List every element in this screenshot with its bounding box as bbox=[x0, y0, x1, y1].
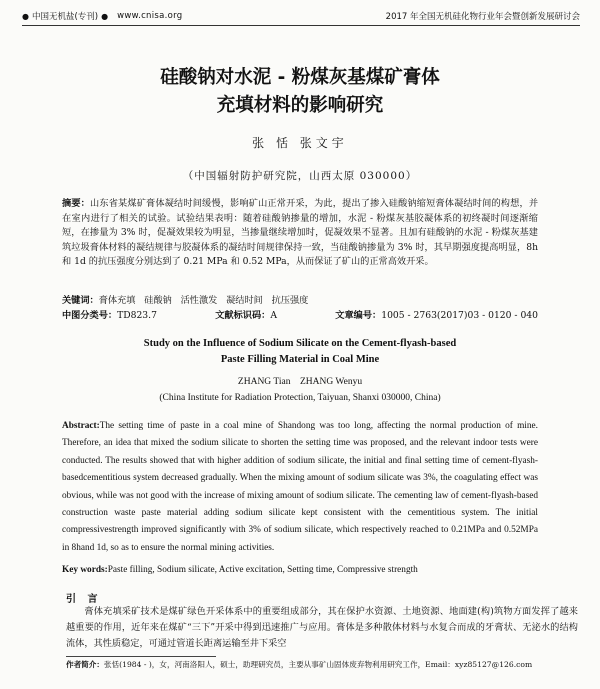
footnote-rule bbox=[66, 656, 216, 657]
conference-name: 2017 年全国无机硅化物行业年会暨创新发展研讨会 bbox=[385, 12, 580, 22]
keywords-cn-items: 膏体充填 硅酸钠 活性激发 凝结时间 抗压强度 bbox=[98, 295, 309, 306]
journal-website[interactable]: www.cnisa.org bbox=[117, 11, 183, 21]
english-title-line-1: Study on the Influence of Sodium Silicate on the Cement-flyash-based bbox=[143, 338, 457, 349]
bullet-icon: ● bbox=[101, 11, 109, 21]
article-number: 文章编号：1005 - 2763(2017)03 - 0120 - 040 bbox=[335, 310, 538, 321]
authors: 张 恬 张文宇 bbox=[252, 136, 348, 150]
title-line-1: 硅酸钠对水泥 - 粉煤灰基煤矿膏体 bbox=[160, 67, 440, 88]
author-footnote bbox=[66, 659, 578, 670]
keywords-cn-label: 关键词： bbox=[62, 295, 99, 306]
abstract-cn-text: 山东省某煤矿膏体凝结时间缓慢，影响矿山正常开采，为此，提出了掺入硅酸钠缩短膏体凝结时间的构想，并在室内进行了相关的试验。试验结果表明：随着硅酸钠掺量的增加，水泥 - 粉煤灰基胶凝体系的初终凝时间逐渐缩短，在掺量为 3% 时，促凝效果较为明显，当掺量继续增加时，促凝效果不显著。且加有硅酸钠的水泥 - 粉煤灰基建筑垃圾膏体材料的凝结规律与胶凝体系的凝结时间规律保持一致，当硅酸钠掺量为 3% 时，其早期强度提高明显，8h 和 1d 的抗压强度分别达到了 0.21 MPa 和 0.52 MPa，从而保证了矿山的正常高效开采。 bbox=[62, 198, 539, 268]
header-rule bbox=[22, 25, 580, 26]
clc-number: 中图分类号：TD823.7 bbox=[62, 310, 157, 321]
intro-paragraph: 膏体充填采矿技术是煤矿绿色开采体系中的重要组成部分，其在保护水资源、土地资源、地面建(构)筑物方面发挥了越来越重要的作用，近年来在煤矿“三下”开采中得到迅速推广与应用。膏体是多种散体材料与水复合而成的牙膏状、无泌水的结构流体，其性质稳定，可通过管道长距离运输至井下采空 bbox=[66, 606, 578, 650]
abstract-cn bbox=[62, 197, 538, 270]
abstract-en-text: The setting time of paste in a coal mine of Shandong was too long, affecting the normal production of mine. Therefore, an idea that mixed the sodium silicate to shorten the setting time was proposed, and the relevant indoor tests were conducted. The results showed that with higher addition of sodium silicate, the initial and final setting time of cement-flyash-basedcementitious system decreased gradually. When the mixing amount of sodium silicate was 3%, the coagulating effect was obvious, while was not good with the increase of mixing amount of sodium silicate. The cementing law of cement-flyash-based construction waste paste material adding sodium silicate kept consistent with the cementitious system. The initial compressivestrength improved significantly with 3% of sodium silicate, which respectively reached to 0.21MPa and 0.52MPa in 8hand 1d, so as to ensure the normal mining activities. bbox=[62, 421, 538, 553]
bullet-icon: ● bbox=[22, 11, 29, 21]
english-title bbox=[0, 336, 600, 368]
english-title-line-2: Paste Filling Material in Coal Mine bbox=[220, 354, 380, 365]
keywords-en-label: Key words: bbox=[62, 565, 108, 575]
keywords-en bbox=[62, 565, 560, 575]
keywords-cn bbox=[62, 292, 308, 306]
english-affiliation: (China Institute for Radiation Protection, Taiyuan, Shanxi 030000, China) bbox=[159, 393, 441, 403]
footnote-text: 张恬(1984 - )，女，河南洛阳人，硕士，助理研究员，主要从事矿山固体废弃物利用研究工作，Email：xyz85127@126.com bbox=[103, 660, 533, 669]
abstract-en-label: Abstract: bbox=[62, 421, 100, 431]
keywords-en-items: Paste filling, Sodium silicate, Active excitation, Setting time, Compressive strength bbox=[107, 565, 418, 575]
english-authors: ZHANG Tian ZHANG Wenyu bbox=[237, 377, 363, 387]
document-code: 文献标识码：A bbox=[215, 310, 277, 321]
journal-name: 中国无机盐(专刊) bbox=[31, 12, 99, 22]
title-line-2: 充填材料的影响研究 bbox=[216, 95, 384, 116]
classification-line bbox=[62, 307, 538, 321]
paper-title bbox=[0, 64, 600, 120]
abstract-cn-label: 摘要： bbox=[62, 198, 91, 209]
running-header bbox=[22, 8, 580, 24]
footnote-label: 作者简介： bbox=[66, 660, 104, 669]
affiliation: （中国辐射防护研究院，山西太原 030000） bbox=[182, 170, 418, 182]
abstract-en bbox=[62, 418, 538, 557]
section-heading-intro: 引 言 bbox=[66, 594, 102, 605]
